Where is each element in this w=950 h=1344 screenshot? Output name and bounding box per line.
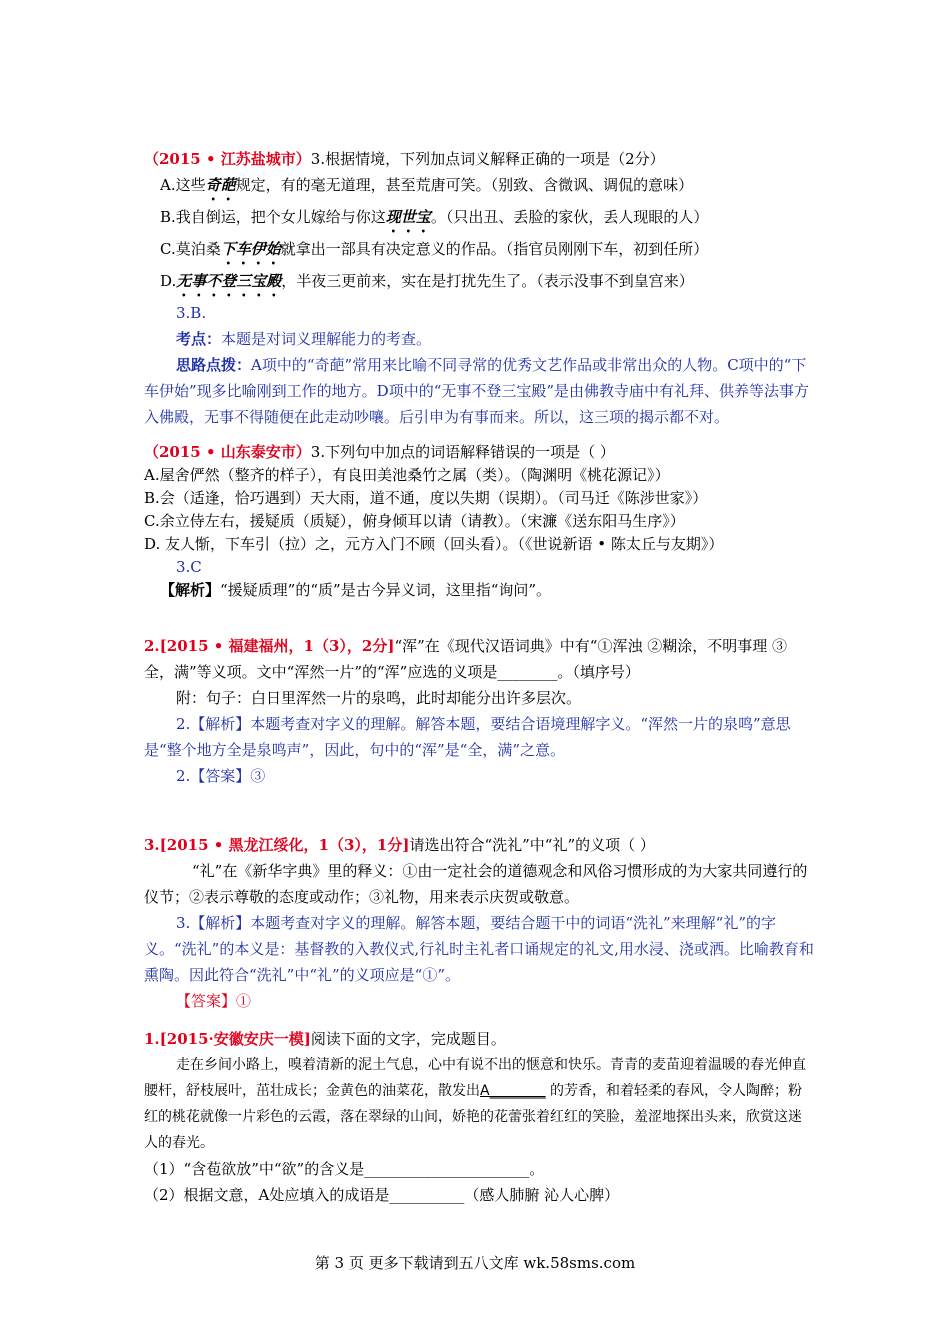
answer-text: 3.B. [176, 304, 207, 322]
option-a: A.屋舍俨然（整齐的样子），有良田美池桑竹之属（类）。（陶渊明《桃花源记》） [144, 466, 670, 484]
question-stem: 3.[2015 • 黑龙江绥化，1（3），1分]请选出符合“洗礼”中“礼”的义项（ ） [144, 836, 655, 854]
question-stem: 2.[2015 • 福建福州，1（3），2分]“浑”在《现代汉语词典》中有“①浑浊 ②糊涂，不明事理 ③全，满”等义项。文中“浑然一片”的“浑”应选的义项是________。（填序号） [144, 637, 787, 681]
sub-question-2: （2）根据文意，A处应填入的成语是__________（感人肺腑 沁人心脾） [144, 1186, 620, 1204]
question-source: （2015 • 江苏盐城市） [144, 150, 311, 168]
reading-passage: 走在乡间小路上，嗅着清新的泥土气息，心中有说不出的惬意和快乐。青青的麦苗迎着温暖的春光伸直腰杆，舒枝展叶，茁壮成长；金黄色的油菜花，散发出A________ 的芳香，和着轻柔的春风，令人陶醉；粉红的桃花就像一片彩色的云霞，落在翠绿的山间，娇艳的花蕾张着红红的笑脸，羞涩地探出头来，欣赏这迷人的春光。 [144, 1057, 806, 1151]
question-block-4 [144, 832, 814, 1014]
fu-sentence: 附：句子：白日里浑然一片的泉鸣，此时却能分出许多层次。 [176, 689, 582, 707]
question-block-2 [144, 441, 814, 602]
question-source: 1.[2015·安徽安庆一模] [144, 1030, 311, 1048]
dotted-word: 现世宝 [385, 208, 431, 226]
dotted-word: 无事不登三宝殿 [176, 272, 282, 290]
question-source: 3.[2015 • 黑龙江绥化，1（3），1分] [144, 836, 410, 854]
option-c: C.余立侍左右，援疑质（质疑），俯身倾耳以请（请教）。（宋濂《送东阳马生序》） [144, 512, 685, 530]
definition: “礼”在《新华字典》里的释义：①由一定社会的道德观念和风俗习惯形成的为大家共同遵行的仪节；②表示尊敬的态度或动作；③礼物，用来表示庆贺或敬意。 [144, 862, 808, 906]
answer-text: 3.C [176, 558, 202, 576]
silu-analysis: 思路点拨：A项中的“奇葩”常用来比喻不同寻常的优秀文艺作品或非常出众的人物。C项中的“下车伊始”现多比喻刚到工作的地方。D项中的“无事不登三宝殿”是由佛教寺庙中有礼拜、供养等法事方入佛殿，无事不得随便在此走动吵嚷。后引申为有事而来。所以，这三项的揭示都不对。 [144, 356, 810, 426]
blank-a: A________ [480, 1083, 546, 1099]
option-a: A.这些奇葩规定，有的毫无道理，甚至荒唐可笑。（别致、含微讽、调侃的意味） [160, 176, 694, 194]
option-c: C.莫泊桑下车伊始就拿出一部具有决定意义的作品。（指官员刚刚下车，初到任所） [160, 240, 709, 258]
question-block-1 [144, 146, 814, 430]
dotted-word: 下车伊始 [220, 240, 281, 258]
option-d: D.无事不登三宝殿，半夜三更前来，实在是打扰先生了。（表示没事不到皇宫来） [160, 272, 694, 290]
jiexi: 3.【解析】本题考查对字义的理解。解答本题，要结合题干中的词语“洗礼”来理解“礼”的字义。“洗礼”的本义是：基督教的入教仪式,行礼时主礼者口诵规定的礼文,用水浸、浇或洒。比喻教育和熏陶。因此符合“洗礼”中“礼”的义项应是“①”。 [144, 914, 814, 984]
question-stem: 3.下列句中加点的词语解释错误的一项是（ ） [310, 443, 615, 461]
option-b: B.我自倒运，把个女儿嫁给与你这现世宝。（只出丑、丢脸的家伙，丢人现眼的人） [160, 208, 709, 226]
question-source: 2.[2015 • 福建福州，1（3），2分] [144, 637, 395, 655]
question-block-5 [144, 1026, 814, 1208]
sub-question-1: （1）“含苞欲放”中“欲”的含义是______________________。 [144, 1160, 545, 1178]
option-b: B.会（适逢，恰巧遇到）天大雨，道不通，度以失期（误期）。（司马迁《陈涉世家》） [144, 489, 708, 507]
question-source: （2015 • 山东泰安市） [144, 443, 311, 461]
answer-text: 【答案】① [176, 992, 252, 1010]
page-footer: 第 3 页 更多下载请到五八文库 wk.58sms.com [314, 1254, 636, 1272]
kaodian: 考点：本题是对词义理解能力的考查。 [176, 330, 432, 348]
question-stem: 1.[2015·安徽安庆一模]阅读下面的文字，完成题目。 [144, 1030, 506, 1048]
option-d: D. 友人惭，下车引（拉）之，元方入门不顾（回头看）。（《世说新语 • 陈太丘与友期》） [144, 535, 724, 553]
jiexi: 【解析】“援疑质理”的“质”是古今异义词，这里指“询问”。 [160, 581, 552, 599]
answer-text: 2.【答案】③ [176, 767, 266, 785]
jiexi: 2.【解析】本题考查对字义的理解。解答本题，要结合语境理解字义。“浑然一片的泉鸣”意思是“整个地方全是泉鸣声”，因此，句中的“浑”是“全，满”之意。 [144, 715, 791, 759]
question-block-3 [144, 633, 814, 789]
dotted-word: 奇葩 [205, 176, 236, 194]
question-stem: 3.根据情境，下列加点词义解释正确的一项是（2分） [310, 150, 665, 168]
